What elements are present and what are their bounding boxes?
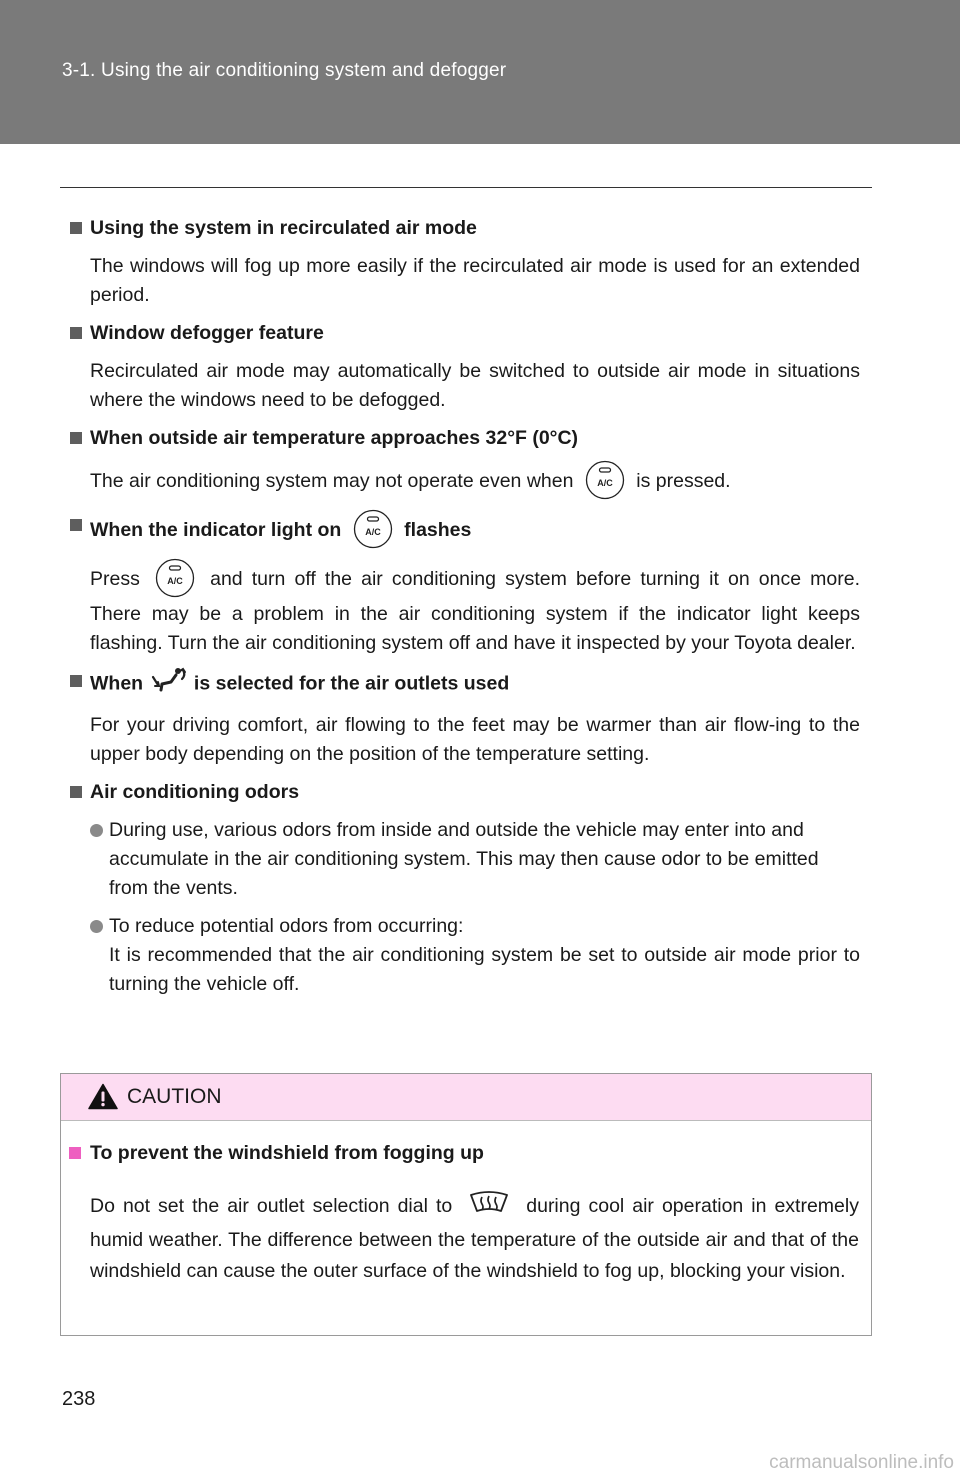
section-heading-outlets: When is selected for the air outlets used: [70, 667, 860, 702]
ac-button-icon: [585, 460, 625, 500]
section-heading-defogger: Window defogger feature: [70, 319, 860, 348]
heading-bullet-square: [70, 222, 82, 234]
heading-bullet-square: [70, 519, 82, 531]
caution-label: CAUTION: [127, 1085, 222, 1108]
list-item: To reduce potential odors from occurring: It is recommended that the air conditioning system be set to outside air mode prior to turning the vehicle off.: [90, 912, 860, 999]
section-body-outlets: For your driving comfort, air flowing to the feet may be warmer than air flow-ing to the upper body depending on the position of the temperature setting.: [90, 714, 860, 765]
ac-button-icon: [353, 509, 393, 549]
header-divider: [60, 187, 872, 188]
list-item: During use, various odors from inside and outside the vehicle may enter into and accumulate in the air conditioning system. This may then cause odor to be emitted from the vents.: [90, 816, 860, 903]
watermark: carmanualsonline.info: [769, 1452, 954, 1473]
page-number: 238: [62, 1388, 96, 1410]
section-title: 3-1. Using the air conditioning system and defogger: [62, 60, 507, 81]
section-body-indicator: Press A/C and turn off the air conditioning system before turning it on once more. There may be a problem in the air conditioning system if the indicator light keeps flashing. Turn the air conditioning system off and have it inspected by your Toyota dealer.: [70, 560, 860, 658]
heading-bullet-square: [70, 327, 82, 339]
caution-header: [61, 1074, 871, 1121]
section-heading-indicator: When the indicator light on A/C flashes: [70, 511, 860, 551]
warning-triangle-icon: [88, 1083, 118, 1115]
section-body-temperature: The air conditioning system may not operate even when A/C is pressed.: [70, 462, 860, 502]
caution-body: [69, 1138, 859, 1287]
heading-bullet-square: [70, 432, 82, 444]
windshield-defroster-icon: [468, 1189, 510, 1225]
svg-text:A/C: A/C: [597, 478, 613, 488]
page-header: [0, 0, 960, 144]
section-heading-temperature: When outside air temperature approaches 32°F (0°C): [70, 424, 860, 453]
caution-box: [60, 1073, 872, 1336]
heading-bullet-square: [70, 675, 82, 687]
svg-text:A/C: A/C: [167, 576, 183, 586]
ac-button-icon: [155, 558, 195, 598]
bullet-dot: [90, 824, 103, 837]
main-content: [70, 214, 860, 1008]
heading-bullet-square: [70, 786, 82, 798]
odor-bullet-list: [70, 816, 860, 999]
caution-heading: To prevent the windshield from fogging up: [69, 1138, 859, 1169]
caution-bullet-square: [69, 1147, 81, 1159]
section-body-recirculated: The windows will fog up more easily if the recirculated air mode is used for an extended period.: [90, 255, 860, 306]
caution-text: Do not set the air outlet selection dial to during cool air operation in extremely humid weather. The difference between the temperature of the outside air and that of the windshield can cause the outer surface of the windshield to fog up, blocking your vision.: [69, 1189, 859, 1287]
bullet-dot: [90, 920, 103, 933]
section-body-defogger: Recirculated air mode may automatically be switched to outside air mode in situations where the windows need to be defogged.: [90, 360, 860, 411]
section-heading-recirculated: Using the system in recirculated air mode: [70, 214, 860, 243]
floor-and-windshield-outlet-icon: [149, 667, 189, 702]
svg-text:A/C: A/C: [364, 527, 381, 537]
section-heading-odors: Air conditioning odors: [70, 778, 860, 807]
